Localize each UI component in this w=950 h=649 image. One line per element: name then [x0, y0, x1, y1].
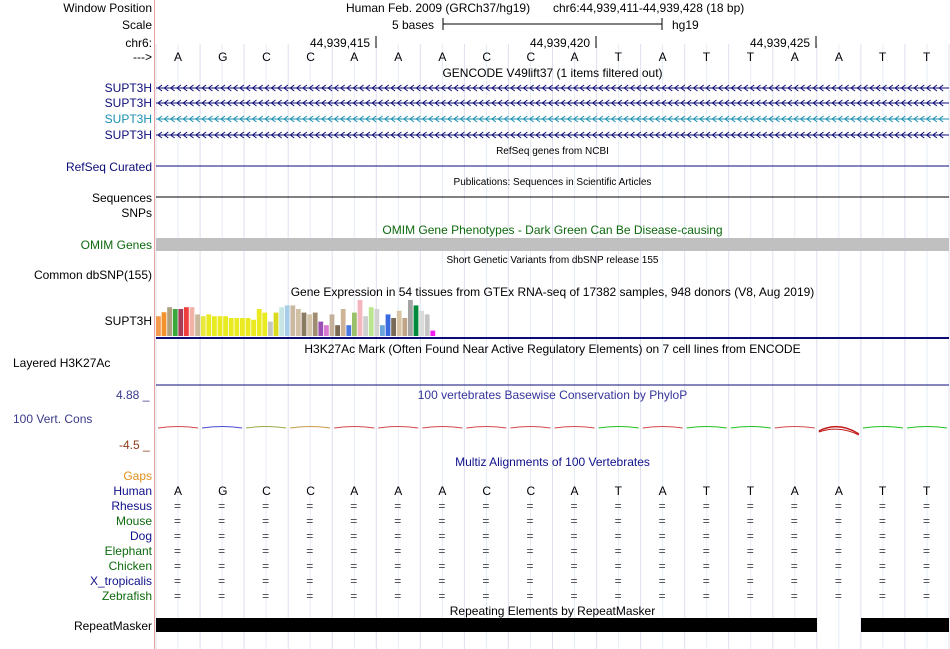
alignment-base: = [174, 574, 182, 588]
alignment-base: = [746, 544, 754, 558]
alignment-base: = [702, 544, 710, 558]
gtex-tissue-bar [330, 314, 335, 336]
alignment-base: = [218, 499, 226, 513]
alignment-base: = [394, 529, 402, 543]
gtex-tissue-bar [262, 313, 267, 336]
repeatmasker-title[interactable]: Repeating Elements by RepeatMasker [449, 604, 656, 618]
coord-label: 44,939,425 [750, 36, 811, 50]
alignment-base: A [834, 484, 843, 498]
alignment-base: = [746, 529, 754, 543]
alignment-base: = [570, 514, 578, 528]
alignment-base: = [790, 499, 798, 513]
refseq-title[interactable]: RefSeq genes from NCBI [496, 146, 609, 157]
alignment-base: = [702, 589, 710, 603]
alignment-base: = [394, 559, 402, 573]
phylop-min-label: -4.5 _ [119, 438, 150, 452]
repeatmasker-label[interactable]: RepeatMasker [73, 619, 152, 633]
gtex-title[interactable]: Gene Expression in 54 tissues from GTEx RNA-seq of 17382 samples, 948 donors (V8, Aug 2019) [290, 285, 815, 299]
alignment-base: = [614, 574, 622, 588]
alignment-base: C [526, 484, 536, 498]
gene-label[interactable]: SUPT3H [104, 96, 152, 110]
alignment-base: = [306, 574, 314, 588]
base-letter: A [834, 50, 843, 64]
alignment-base: = [746, 559, 754, 573]
alignment-base: = [923, 499, 931, 513]
alignment-base: = [262, 559, 270, 573]
alignment-base: = [438, 574, 446, 588]
alignment-base: = [262, 529, 270, 543]
alignment-base: = [306, 544, 314, 558]
species-label[interactable]: Dog [129, 529, 152, 543]
alignment-base: = [570, 559, 578, 573]
gtex-tissue-bar [408, 300, 413, 336]
alignment-base: = [923, 574, 931, 588]
alignment-base: = [306, 514, 314, 528]
alignment-base: = [350, 559, 358, 573]
gtex-label[interactable]: SUPT3H [104, 314, 152, 328]
gtex-tissue-bar [290, 305, 295, 336]
base-letter: A [438, 50, 447, 64]
alignment-base: = [482, 529, 490, 543]
alignment-base: C [262, 484, 271, 498]
alignment-base: = [174, 544, 182, 558]
alignment-base: = [614, 499, 622, 513]
gene-label[interactable]: SUPT3H [104, 112, 152, 126]
alignment-base: = [834, 499, 842, 513]
alignment-base: = [482, 499, 490, 513]
h3k27ac-label[interactable]: Layered H3K27Ac [13, 356, 111, 370]
alignment-base: = [790, 514, 798, 528]
alignment-base: = [262, 589, 270, 603]
phylop-max-label: 4.88 _ [116, 388, 150, 402]
label-divider [154, 0, 155, 649]
alignment-base: = [526, 559, 534, 573]
alignment-base: T [702, 484, 711, 498]
alignment-base: = [526, 529, 534, 543]
alignment-base: A [658, 484, 667, 498]
gtex-tissue-bar [318, 322, 323, 336]
alignment-base: = [746, 589, 754, 603]
alignment-base: T [746, 484, 755, 498]
h3k27ac-title[interactable]: H3K27Ac Mark (Often Found Near Active Regulatory Elements) on 7 cell lines from ENCODE [304, 342, 801, 356]
gtex-tissue-bar [234, 318, 239, 336]
gtex-tissue-bar [268, 322, 273, 336]
alignment-base: = [482, 589, 490, 603]
alignment-base: = [438, 529, 446, 543]
window-position-label[interactable]: Window Position [63, 1, 152, 15]
gene-label[interactable]: SUPT3H [104, 81, 152, 95]
gtex-tissue-bar [279, 307, 284, 336]
alignment-base: = [658, 544, 666, 558]
gtex-tissue-bar [274, 313, 279, 336]
alignment-base: = [614, 559, 622, 573]
alignment-base: = [526, 544, 534, 558]
base-letter: C [306, 50, 315, 64]
base-letter: T [746, 50, 755, 64]
alignment-base: = [923, 589, 931, 603]
gtex-tissue-bar [307, 314, 312, 336]
alignment-base: = [262, 514, 270, 528]
alignment-base: = [834, 589, 842, 603]
alignment-base: = [306, 589, 314, 603]
gtex-tissue-bar [184, 307, 189, 336]
alignment-base: = [482, 559, 490, 573]
alignment-base: = [702, 559, 710, 573]
alignment-base: = [878, 514, 886, 528]
alignment-base: = [350, 574, 358, 588]
alignment-base: = [350, 529, 358, 543]
gtex-tissue-bar [223, 316, 228, 336]
alignment-base: = [306, 559, 314, 573]
alignment-base: = [526, 514, 534, 528]
base-letter: G [218, 50, 228, 64]
gencode-title[interactable]: GENCODE V49lift37 (1 items filtered out) [442, 66, 663, 80]
assembly-label: Human Feb. 2009 (GRCh37/hg19) [346, 1, 531, 15]
alignment-base: = [658, 559, 666, 573]
alignment-base: = [570, 589, 578, 603]
alignment-base: = [658, 529, 666, 543]
alignment-base: C [482, 484, 492, 498]
alignment-base: = [570, 574, 578, 588]
alignment-base: = [306, 529, 314, 543]
gtex-tissue-bar [206, 314, 211, 336]
dbsnp-title[interactable]: Short Genetic Variants from dbSNP release 155 [446, 255, 659, 266]
position-label: chr6:44,939,411-44,939,428 (18 bp) [553, 1, 745, 15]
alignment-base: = [790, 559, 798, 573]
alignment-base: = [834, 559, 842, 573]
alignment-base: = [438, 499, 446, 513]
alignment-base: = [174, 559, 182, 573]
gtex-tissue-bar [346, 325, 351, 336]
alignment-base: C [306, 484, 315, 498]
species-label[interactable]: Rhesus [111, 499, 152, 513]
alignment-base: = [218, 514, 226, 528]
alignment-base: A [394, 484, 403, 498]
alignment-base: = [790, 529, 798, 543]
base-letter: A [570, 50, 579, 64]
repeat-element-block [861, 618, 949, 632]
alignment-base: = [658, 514, 666, 528]
alignment-base: = [658, 499, 666, 513]
gtex-tissue-bar [419, 311, 424, 336]
alignment-base: = [262, 499, 270, 513]
alignment-base: = [218, 544, 226, 558]
alignment-base: = [482, 574, 490, 588]
omim-title[interactable]: OMIM Gene Phenotypes - Dark Green Can Be Disease-causing [382, 223, 723, 237]
alignment-base: = [878, 544, 886, 558]
alignment-base: = [526, 499, 534, 513]
chrom-label[interactable]: chr6: [125, 36, 152, 50]
alignment-base: = [394, 499, 402, 513]
alignment-base: = [526, 589, 534, 603]
gtex-tissue-bar [296, 309, 301, 336]
alignment-base: = [218, 574, 226, 588]
alignment-base: = [174, 589, 182, 603]
base-letter: A [658, 50, 667, 64]
alignment-base: = [790, 544, 798, 558]
coord-label: 44,939,415 [310, 36, 371, 50]
gtex-tissue-bar [173, 309, 178, 336]
gtex-tissue-bar [341, 309, 346, 336]
alignment-base: = [218, 559, 226, 573]
base-letter: A [790, 50, 799, 64]
alignment-base: = [174, 514, 182, 528]
alignment-base: = [526, 574, 534, 588]
alignment-base: = [702, 529, 710, 543]
alignment-base: = [394, 589, 402, 603]
gtex-tissue-bar [335, 325, 340, 336]
base-letter: T [878, 50, 887, 64]
alignment-base: = [878, 529, 886, 543]
alignment-base: = [570, 544, 578, 558]
base-letter: A [350, 50, 359, 64]
alignment-base: A [790, 484, 799, 498]
alignment-base: A [350, 484, 359, 498]
gtex-tissue-bar [380, 325, 385, 336]
gtex-tissue-bar [190, 307, 195, 336]
alignment-base: = [438, 544, 446, 558]
gtex-tissue-bar [302, 313, 307, 336]
gtex-tissue-bar [324, 325, 329, 336]
alignment-base: = [834, 529, 842, 543]
species-label[interactable]: Mouse [115, 514, 152, 528]
phylop-title[interactable]: 100 vertebrates Basewise Conservation by PhyloP [417, 388, 688, 402]
gtex-tissue-bar [246, 318, 251, 336]
gtex-tissue-bar [195, 314, 200, 336]
alignment-base: = [923, 514, 931, 528]
alignment-base: = [878, 499, 886, 513]
alignment-base: = [923, 544, 931, 558]
alignment-base: = [878, 589, 886, 603]
gtex-tissue-bar [178, 309, 183, 336]
alignment-base: = [614, 514, 622, 528]
phylop-label[interactable]: 100 Vert. Cons [13, 412, 93, 426]
alignment-base: = [350, 514, 358, 528]
alignment-base: = [482, 514, 490, 528]
alignment-base: T [923, 484, 931, 498]
base-letter: T [923, 50, 931, 64]
alignment-base: = [262, 544, 270, 558]
scale-text: 5 bases [392, 18, 435, 32]
multiz-title[interactable]: Multiz Alignments of 100 Vertebrates [455, 455, 650, 469]
repeat-element-block [156, 618, 817, 632]
refseq-label[interactable]: RefSeq Curated [65, 160, 152, 174]
alignment-base: = [570, 529, 578, 543]
coord-label: 44,939,420 [530, 36, 591, 50]
sequences-label[interactable]: Sequences [91, 191, 152, 205]
alignment-base: = [614, 529, 622, 543]
alignment-base: = [218, 589, 226, 603]
alignment-base: = [702, 514, 710, 528]
alignment-base: = [394, 514, 402, 528]
alignment-base: = [306, 499, 314, 513]
gtex-tissue-bar [162, 312, 167, 336]
alignment-base: G [218, 484, 228, 498]
gtex-tissue-bar [201, 316, 206, 336]
alignment-base: = [350, 499, 358, 513]
gtex-tissue-bar [167, 307, 172, 336]
alignment-base: = [834, 574, 842, 588]
alignment-base: T [614, 484, 622, 498]
alignment-base: = [746, 514, 754, 528]
gtex-tissue-bar [285, 305, 290, 336]
scale-db: hg19 [672, 18, 699, 32]
alignment-base: = [438, 559, 446, 573]
alignment-base: = [350, 589, 358, 603]
gtex-tissue-bar [358, 300, 363, 336]
alignment-base: = [262, 574, 270, 588]
gtex-tissue-bar [430, 331, 435, 336]
species-label[interactable]: Chicken [108, 559, 152, 573]
gtex-tissue-bar [414, 305, 419, 336]
alignment-base: = [923, 559, 931, 573]
alignment-base: = [878, 559, 886, 573]
base-letter: A [394, 50, 403, 64]
alignment-base: = [834, 514, 842, 528]
gtex-tissue-bar [425, 314, 430, 336]
base-letter: C [526, 50, 536, 64]
alignment-base: = [174, 499, 182, 513]
gtex-tissue-bar [229, 318, 234, 336]
alignment-base: = [923, 529, 931, 543]
gtex-tissue-bar [156, 316, 161, 336]
base-letter: C [482, 50, 492, 64]
gtex-tissue-bar [240, 318, 245, 336]
alignment-base: = [438, 589, 446, 603]
species-label[interactable]: Elephant [104, 544, 152, 558]
publications-title[interactable]: Publications: Sequences in Scientific Articles [453, 177, 652, 188]
alignment-base: = [834, 544, 842, 558]
alignment-base: = [570, 499, 578, 513]
strand-label[interactable]: ---> [133, 50, 152, 64]
gtex-tissue-bar [386, 314, 391, 336]
alignment-base: = [702, 499, 710, 513]
alignment-base: A [570, 484, 579, 498]
gtex-tissue-bar [374, 309, 379, 336]
alignment-base: = [702, 574, 710, 588]
base-letter: A [174, 50, 183, 64]
alignment-base: = [482, 544, 490, 558]
species-label[interactable]: Zebrafish [101, 589, 152, 603]
gtex-tissue-bar [212, 316, 217, 336]
alignment-base: = [658, 589, 666, 603]
gtex-tissue-bar [352, 313, 357, 336]
gtex-tissue-bar [397, 311, 402, 336]
species-label[interactable]: X_tropicalis [89, 574, 152, 588]
gtex-tissue-bar [313, 313, 318, 336]
alignment-base: = [746, 499, 754, 513]
gtex-tissue-bar [251, 320, 256, 336]
alignment-base: A [174, 484, 183, 498]
omim-label[interactable]: OMIM Genes [80, 238, 152, 252]
alignment-base: A [438, 484, 447, 498]
omim-feature-block [156, 238, 949, 251]
gtex-tissue-bar [218, 316, 223, 336]
alignment-base: = [174, 529, 182, 543]
alignment-base: = [658, 574, 666, 588]
alignment-base: = [218, 529, 226, 543]
alignment-base: = [614, 589, 622, 603]
species-label[interactable]: Human [113, 484, 152, 498]
alignment-base: = [790, 574, 798, 588]
scale-label[interactable]: Scale [121, 18, 152, 32]
gtex-tissue-bar [402, 318, 407, 336]
base-letter: C [262, 50, 271, 64]
gene-label[interactable]: SUPT3H [104, 128, 152, 142]
alignment-base: = [614, 544, 622, 558]
base-letter: T [702, 50, 711, 64]
alignment-base: = [394, 544, 402, 558]
gtex-tissue-bar [257, 309, 262, 336]
snps-label[interactable]: SNPs [121, 206, 152, 220]
alignment-base: = [790, 589, 798, 603]
alignment-base: = [350, 544, 358, 558]
gtex-tissue-bar [369, 307, 374, 336]
alignment-base: = [394, 574, 402, 588]
alignment-base: = [438, 514, 446, 528]
base-letter: T [614, 50, 622, 64]
gaps-label[interactable]: Gaps [123, 469, 152, 483]
gtex-tissue-bar [363, 316, 368, 336]
alignment-base: = [878, 574, 886, 588]
alignment-base: T [878, 484, 887, 498]
alignment-base: = [746, 574, 754, 588]
dbsnp-label[interactable]: Common dbSNP(155) [33, 268, 152, 282]
gtex-tissue-bar [391, 318, 396, 336]
